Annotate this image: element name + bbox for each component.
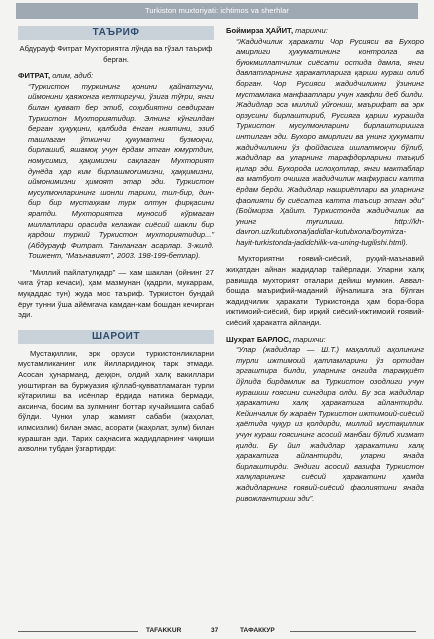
page-footer — [0, 626, 434, 638]
author-line-barlos — [226, 335, 424, 346]
footer-rule — [18, 631, 138, 632]
author-line-fitrat — [18, 71, 214, 82]
body-paragraph: “Миллий пайлатулқадр” — хам шаклан (ойнинг 27 чига ўтар кечаси), ҳам мазмунан (қадрли, мукаррам, муқаддас тун) жуда мос таъриф. Туркистон бундай ёруғ тунни ўша айёмгача камдан-кам бошдан кечирган эди. — [18, 267, 214, 320]
author-name: Боймирза ҲАЙИТ, — [226, 26, 294, 35]
page-number: 37 — [211, 627, 219, 634]
section-title-sharoit: ШАРОИТ — [18, 330, 214, 344]
author-name: Шухрат БАРЛОС, — [226, 334, 291, 344]
author-name: ФИТРАТ, — [18, 71, 51, 81]
haiit-quote: “Жадидчилик ҳаракати Чор Русияси ва Бухоро амирлиги ҳукуматининг контролга ва буюкмиллатчилик сиёсати остида дамла, янги давлатларнинг ҳаракатларига қарши кураш олиб борган. Чор Русияси жадидчиликни ўзининг мустамлака манфаатлари учун хавфли деб билди. Жадидлар эса миллий уйғониш, маърифат ва эрк орзусини бирлаштириб, Русияга қарши курашда Туркистон мусулмонларини бирлаштиришга интилган эди. Бухоро амирлиги ва унинг ҳукумати жадидчиликни ўз фойдасига ишлатмоқчи бўлиб, жадидлар ва уларнинг тарафдорларини таъқиб қилар эди. Бухорода ислоҳотлар, янги мактаблар ва матбуот очишга жадидчилик мафкураси катта ёрдам берди. Жадидлар нашриётлари ва уларнинг фаолияти бу сиёсатга катта таъсир этган эди” (Боймирза Ҳайит. Туркистонда жадидчилик ва унинг туғилиши. http://kh-davron.uz/kutubxona/jadidlar-kutubxona/boymirza-hayit-turkistonda-jadidchilik-va-uning-tugilishi.html). — [236, 36, 424, 247]
right-column — [226, 26, 424, 504]
section-body: Мустақиллик, эрк орзуси туркистонликларни мустамликанинг илк йилларидиноқ тарк этмади. Асосан ҳунарманд, деҳқон, олдий халқ вакиллари уюштирган ва буржуазия қўллаб-қувватламаган турли кўтарилиш ва исёнлар ёрдида натижа бермади, аксинча, босим ва зулмнинг боттар кучайишига сабаб бўлди. Чунки улар жамият сабаби (жаҳолат, илмсизлик) билан эмас, асорати (жаҳолат, зулм) билан курашган эди. Тарих саҳнасига жадидларнинг чиқиши ахволни тубдан ўзгартирди: — [18, 348, 214, 454]
author-role: олим, адиб: — [50, 71, 94, 81]
section-lead: Абдурауф Фитрат Мухториятга лўнда ва гўзал таъриф берган. — [19, 44, 213, 64]
section-title-tarif: ТАЪРИФ — [18, 26, 214, 40]
barlos-quote: “Улар (жадидлар — Ш.Т.) маҳаллий аҳолининг турли ижтимоий қатламларини ўз ортидан эргаштира билди, уларнинг онгида тараққиёт йўлида бирдамлик ва Туркистон озодлиги учун курашиш ғоясини сингдира олди. Бу эса жадидлар ҳаракатини халқ ҳаракатига айлантирди. Кейинчалик бу жараён Туркистон ижтимоий-сиёсий ҳаётида чуқур из қолдирди, миллий мустақиллик учун кураш ғоясининг асосий манбаи бўлиб хизмат қилди. Бу йил жадидлар ҳаракатини халқ ҳаракатига айлантирди, уларни янада бирлаштирди. Эндиги асосий вазифа Туркистон халқларининг сиёсий ҳаракатини ҳамда жадидларнинг ғоявий-сиёсий фаолиятини янада ривожлантириш эди”. — [236, 345, 424, 503]
footer-rule — [290, 631, 416, 632]
left-column — [18, 26, 214, 455]
author-line-haiit — [226, 26, 424, 37]
footer-left-label: TAFAKKUR — [146, 627, 182, 634]
fitrat-quote: “Туркистон туркининг қонини қайнатгучи, иймонини ҳаяжонга келтиргучи, ўзига тўғри, янги билан қувват бер этиб, соҳибиятни севдирган Туркистон Мухториятидир. Элнинг кўнгилдан берган ҳуқуқини, қалбида ёнган ниятини, эзиб ташлаган ўткинчи ҳукуматни бузмоқчи, бирлашиб, яшамоқ учун ёрдам этган юмуртдин, номусимиз, ҳақимизни сақлаган Мухторият дунёда ҳар ким бирлашмоғимизни, ҳаққимизни, иймонимизни ҳимоят этар эди. Туркистон мусулмонларининг шонли тарихи, тил-бир, дин-бир бир мустаҳкам турк олтун фирқасини яратди. Мухториятга муносиб кўрмаган миллатлари орасида келажак сиёсий шакли бир қардош туркий Туркистон мухториятидир...” (Абдурауф Фитрат. Танланган асарлар. 3-жилд. Тошкент, “Маънавият”, 2003. 198-199-бетлар). — [28, 81, 214, 261]
author-role: тарихчи: — [290, 334, 326, 344]
body-paragraph: Мухториятни ғоявий-сиёсий, руҳий-маънавий жиҳатдан айнан жадидлар тайёрлади. Уларни халқ равишда мухторият оталари дейиш мумкин. Аввал-бошда маърифий-маданий йўналишга эга бўлган жадидчилик ҳаракати Туркистонда ҳам бора-бора ижтимоий-сиёсий, бир ирқий сиёсий-ижтимоий ғоявий-сиёсий ҳаракатга айланди. — [226, 254, 424, 328]
footer-right-label: ТАФАККУР — [240, 627, 275, 634]
author-role: тарихчи: — [293, 26, 328, 35]
running-header: Turkiston muxtoriyati: ichtimos va sherhlar — [16, 3, 418, 19]
